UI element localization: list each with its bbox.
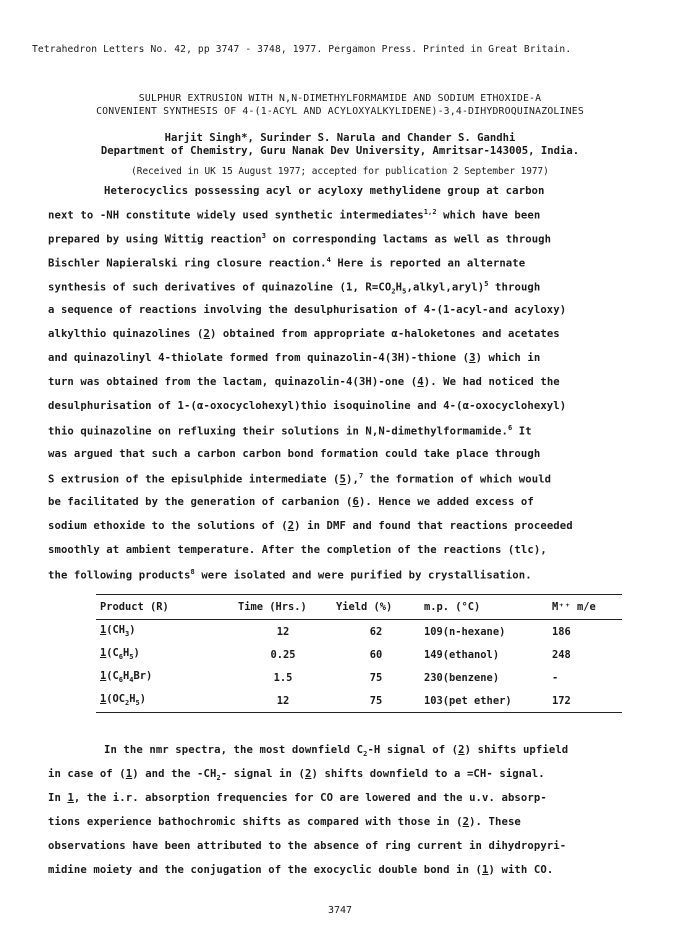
text-line: prepared by using Wittig reaction$^3$ on corresponding lactams as well as through <box>48 232 552 246</box>
affiliation: Department of Chemistry, Guru Nanak Dev University, Amritsar-143005, India. <box>100 145 580 157</box>
text-line: tions experience bathochromic shifts as compared with those in (2). These <box>48 816 521 828</box>
cell-yield: 62 <box>369 625 383 638</box>
text-line: smoothly at ambient temperature. After the completion of the reactions (tlc), <box>48 544 547 556</box>
cell-product: $1(C_6H_5)$ <box>100 647 140 662</box>
cell-time: 12 <box>276 694 290 707</box>
cell-product: $1(OC_2H_5)$ <box>100 693 147 708</box>
text-line: in case of (1) and the $-CH_2-$ signal in (2) shifts downfield to a =CH- signal. <box>48 768 545 783</box>
header-time: Time (Hrs.) <box>238 601 307 613</box>
text-line: turn was obtained from the lactam, quinazolin-4(3H)-one (4). We had noticed the <box>48 376 560 388</box>
cell-mass: 172 <box>552 694 571 707</box>
text-line: Bischler Napieralski ring closure reaction.$^4$ Here is reported an alternate <box>48 256 526 270</box>
cell-time: 1.5 <box>273 671 293 684</box>
text-line: be facilitated by the generation of carbanion (6). Hence we added excess of <box>48 496 534 508</box>
cell-mp: 149(ethanol) <box>424 648 500 661</box>
table-row <box>96 620 622 644</box>
text-line: desulphurisation of 1-(α-oxocyclohexyl)thio isoquinoline and 4-(α-oxocyclohexyl) <box>48 400 567 412</box>
cell-mass: - <box>552 671 559 684</box>
cell-time: 12 <box>276 625 290 638</box>
cell-mass: 248 <box>552 648 571 661</box>
text-line: and quinazolinyl 4-thiolate formed from quinazolin-4(3H)-thione (3) which in <box>48 352 541 364</box>
cell-product: $1(CH_3)$ <box>100 624 136 639</box>
text-line: S extrusion of the episulphide intermediate (5),$^7$ the formation of which would <box>48 472 552 486</box>
cell-yield: 75 <box>369 671 383 684</box>
received-date: (Received in UK 15 August 1977; accepted for publication 2 September 1977) <box>131 166 549 177</box>
header-mass: M⁺⁺ m/e <box>552 601 596 613</box>
cell-yield: 60 <box>369 648 383 661</box>
cell-time: 0.25 <box>270 648 296 661</box>
cell-product: $1(C_6H_4Br)$ <box>100 670 153 685</box>
text-line: a sequence of reactions involving the desulphurisation of 4-(1-acyl-and acyloxy) <box>48 304 567 316</box>
journal-header: Tetrahedron Letters No. 42, pp 3747 - 3748, 1977. Pergamon Press. Printed in Great Britain. <box>32 44 572 55</box>
text-line: next to -NH constitute widely used synthetic intermediates$^{1,2}$ which have been <box>48 208 541 222</box>
cell-mp: 103(pet ether) <box>424 694 512 707</box>
article-title-line2: CONVENIENT SYNTHESIS OF 4-(1-ACYL AND ACYLOXYALKYLIDENE)-3,4-DIHYDROQUINAZOLINES <box>96 106 584 117</box>
text-line: midine moiety and the conjugation of the exocyclic double bond in (1) with CO. <box>48 864 554 876</box>
table-header-row <box>96 595 622 620</box>
table-row <box>96 666 622 689</box>
article-title-line1: SULPHUR EXTRUSION WITH N,N-DIMETHYLFORMAMIDE AND SODIUM ETHOXIDE-A <box>138 93 542 104</box>
table-row <box>96 643 622 666</box>
text-line: sodium ethoxide to the solutions of (2) in DMF and found that reactions proceeded <box>48 520 573 532</box>
cell-mp: 230(benzene) <box>424 671 500 684</box>
authors: Harjit Singh*, Surinder S. Narula and Chander S. Gandhi <box>164 132 516 144</box>
header-mp: m.p. (°C) <box>424 601 481 613</box>
text-line: alkylthio quinazolines (2) obtained from appropriate α-haloketones and acetates <box>48 328 560 340</box>
table-row <box>96 689 622 713</box>
text-line: In the nmr spectra, the most downfield $C_2-H$ signal of (2) shifts upfield <box>104 744 569 759</box>
text-line: synthesis of such derivatives of quinazoline (1, $R=CO_2H_5,alkyl,aryl)^5$ through <box>48 280 541 296</box>
header-yield: Yield (%) <box>336 601 393 613</box>
cell-yield: 75 <box>369 694 383 707</box>
text-line: thio quinazoline on refluxing their solutions in N,N-dimethylformamide.$^6$ It <box>48 424 532 438</box>
text-line: the following products$^8$ were isolated and were purified by crystallisation. <box>48 568 532 582</box>
cell-mp: 109(n-hexane) <box>424 625 506 638</box>
results-table <box>96 594 622 713</box>
cell-mass: 186 <box>552 625 571 638</box>
text-line: was argued that such a carbon carbon bond formation could take place through <box>48 448 541 460</box>
text-line: In 1, the i.r. absorption frequencies for CO are lowered and the u.v. absorp- <box>48 792 547 804</box>
header-product: Product (R) <box>100 601 169 613</box>
page-number: 3747 <box>327 905 353 916</box>
text-line: observations have been attributed to the absence of ring current in dihydropyri- <box>48 840 567 852</box>
text-line: Heterocyclics possessing acyl or acyloxy methylidene group at carbon <box>104 185 545 197</box>
